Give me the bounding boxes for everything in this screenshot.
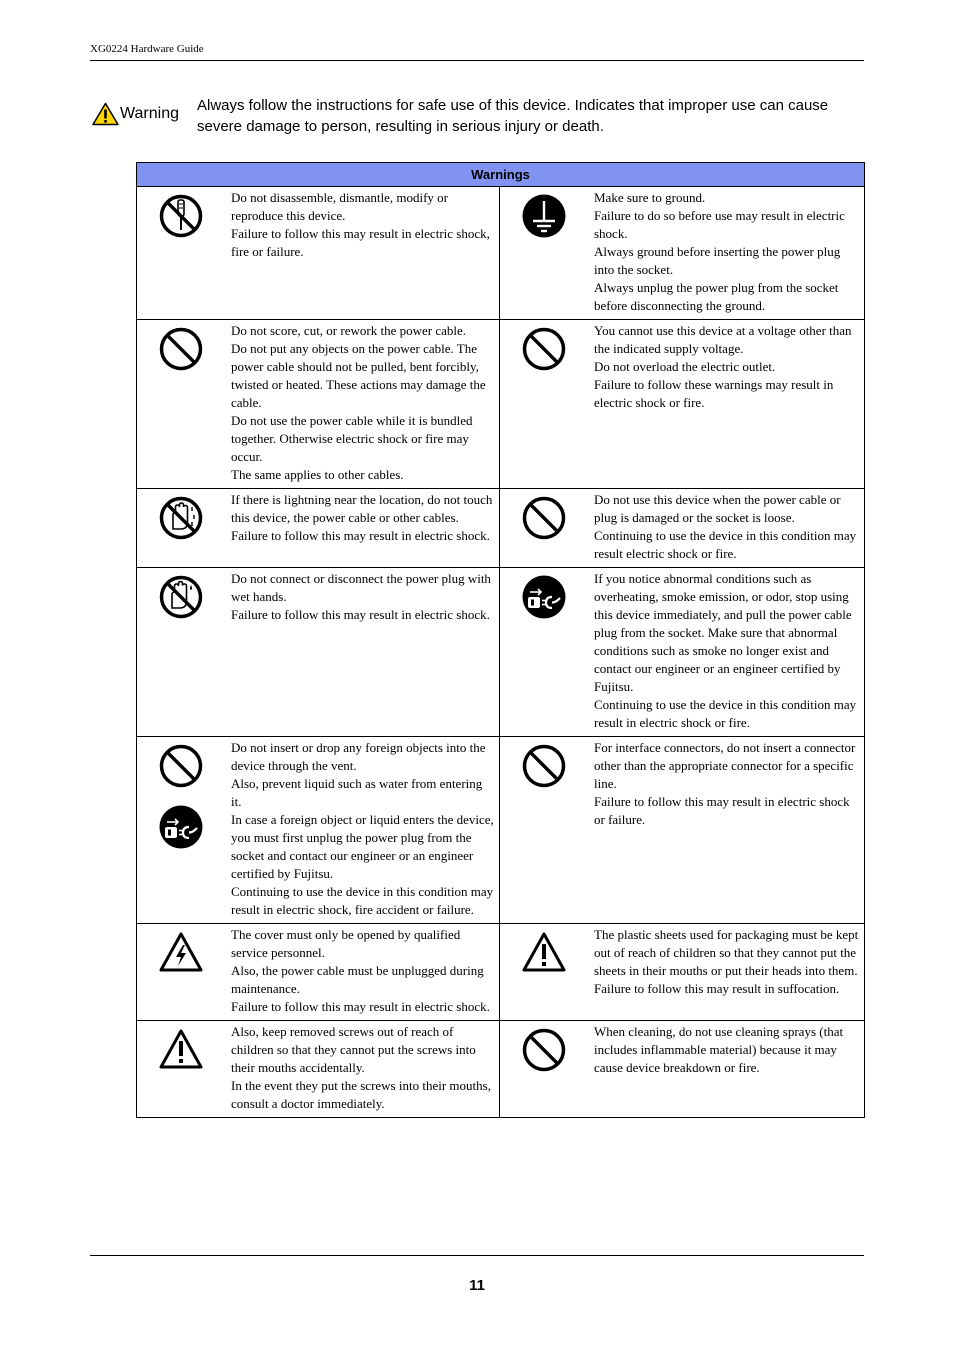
warning-line: Do not use the power cable while it is bundled together. Otherwise electric shock or fire may occur. xyxy=(231,413,473,464)
warning-line: Always unplug the power plug from the socket before disconnecting the ground. xyxy=(594,280,839,313)
warning-line: Failure to follow this may result in electric shock or failure. xyxy=(594,794,850,827)
warning-cell-right xyxy=(500,320,865,489)
warning-line: Do not use this device when the power cable or plug is damaged or the socket is loose. xyxy=(594,492,841,525)
prohibition-icon xyxy=(522,496,566,545)
warning-text xyxy=(588,320,864,416)
caution-icon xyxy=(522,931,566,980)
warning-cell-right xyxy=(500,489,865,568)
caution-icon xyxy=(159,1028,203,1077)
warning-icon-column xyxy=(500,1021,588,1081)
warning-line: When cleaning, do not use cleaning sprays (that includes inflammable material) because it may cause device breakdown or fire. xyxy=(594,1024,844,1075)
document-title: XG0224 Hardware Guide xyxy=(90,43,204,55)
warning-line: Do not insert or drop any foreign objects into the device through the vent. xyxy=(231,740,486,773)
table-row xyxy=(137,924,865,1021)
prohibition-icon xyxy=(522,327,566,376)
warning-line: Do not overload the electric outlet. xyxy=(594,359,776,374)
no-wet-hands-icon xyxy=(159,575,203,624)
warning-icon-column xyxy=(137,924,225,1020)
table-row xyxy=(137,320,865,489)
warning-cell-right xyxy=(500,1021,865,1118)
warning-line: Do not disassemble, dismantle, modify or reproduce this device. xyxy=(231,190,449,223)
warning-text xyxy=(588,737,864,833)
warning-line: Do not put any objects on the power cable. The power cable should not be pulled, bent forcibly, twisted or heated. These actions may damage the cable. xyxy=(231,341,486,410)
table-row xyxy=(137,737,865,924)
warning-icon-column xyxy=(137,1021,225,1117)
warning-line: In case a foreign object or liquid enters the device, you must first unplug the power plug from the socket and contact our engineer or an engineer certified by Fujitsu. xyxy=(231,812,494,881)
ground-icon xyxy=(522,194,566,243)
warning-icon-column xyxy=(137,320,225,488)
warning-cell-left xyxy=(137,568,500,737)
warning-triangle-icon xyxy=(92,102,119,126)
warning-icon-column xyxy=(137,737,225,923)
warning-line: Do not connect or disconnect the power plug with wet hands. xyxy=(231,571,491,604)
warning-line: Failure to follow this may result in electric shock. xyxy=(231,607,490,622)
warning-cell-right xyxy=(500,737,865,924)
warning-text xyxy=(225,737,499,923)
warning-line: Failure to follow this may result in electric shock, fire or failure. xyxy=(231,226,490,259)
page-number: 11 xyxy=(469,1277,485,1294)
prohibition-icon xyxy=(522,744,566,793)
warning-cell-left xyxy=(137,737,500,924)
warning-line: Also, keep removed screws out of reach of children so that they cannot put the screws into their mouths accidentally. xyxy=(231,1024,476,1075)
warning-text xyxy=(225,187,499,265)
warning-description: Always follow the instructions for safe use of this device. Indicates that improper use can cause severe damage to person, resulting in serious injury or death. xyxy=(197,97,829,135)
warning-line: The same applies to other cables. xyxy=(231,467,404,482)
warning-icon-column xyxy=(137,489,225,549)
warning-icon-column xyxy=(500,320,588,416)
warning-line: Continuing to use the device in this condition may result in electric shock, fire accident or failure. xyxy=(231,884,494,917)
warning-line: You cannot use this device at a voltage other than the indicated supply voltage. xyxy=(594,323,852,356)
warning-cell-left xyxy=(137,489,500,568)
warning-line: Also, the power cable must be unplugged during maintenance. xyxy=(231,963,484,996)
table-row xyxy=(137,568,865,737)
warning-line: Make sure to ground. xyxy=(594,190,706,205)
warning-line: In the event they put the screws into their mouths, consult a doctor immediately. xyxy=(231,1078,491,1111)
warning-icon-column xyxy=(137,568,225,628)
warning-line: Failure to follow these warnings may result in electric shock or fire. xyxy=(594,377,834,410)
warning-line: Also, prevent liquid such as water from entering it. xyxy=(231,776,483,809)
footer-divider xyxy=(90,1255,864,1256)
warning-text xyxy=(588,568,864,736)
electric-shock-warning-icon xyxy=(159,931,203,980)
warning-cell-right xyxy=(500,187,865,320)
warning-text xyxy=(588,924,864,1002)
warning-line: Continuing to use the device in this condition may result electric shock or fire. xyxy=(594,528,857,561)
warning-text xyxy=(225,320,499,488)
warning-text xyxy=(225,568,499,628)
unplug-icon xyxy=(159,805,203,854)
warning-line: The cover must only be opened by qualified service personnel. xyxy=(231,927,461,960)
warnings-table xyxy=(136,162,865,1118)
table-row xyxy=(137,187,865,320)
warning-text xyxy=(588,187,864,319)
warning-intro xyxy=(90,95,864,145)
warning-text xyxy=(588,1021,864,1081)
warning-icon-column xyxy=(500,187,588,319)
warning-text xyxy=(588,489,864,567)
prohibition-icon xyxy=(522,1028,566,1077)
warning-line: For interface connectors, do not insert a connector other than the appropriate connector for a specific line. xyxy=(594,740,856,791)
warning-icon-column xyxy=(500,924,588,1002)
warning-cell-right xyxy=(500,568,865,737)
warning-label xyxy=(92,102,179,126)
prohibition-icon xyxy=(159,744,203,793)
warning-cell-left xyxy=(137,924,500,1021)
page-header xyxy=(90,42,864,61)
unplug-icon xyxy=(522,575,566,624)
table-header-row xyxy=(137,163,865,187)
no-disassemble-icon xyxy=(159,194,203,243)
table-row xyxy=(137,1021,865,1118)
warning-cell-left xyxy=(137,187,500,320)
warning-line: Always ground before inserting the power plug into the socket. xyxy=(594,244,841,277)
no-touch-icon xyxy=(159,496,203,545)
warning-icon-column xyxy=(500,568,588,736)
table-title: Warnings xyxy=(137,163,865,187)
warning-line: The plastic sheets used for packaging must be kept out of reach of children so that they cannot put the sheets in their mouths or put their heads into them. xyxy=(594,927,859,978)
warning-line: If you notice abnormal conditions such as overheating, smoke emission, or odor, stop using this device immediately, and pull the power cable plug from the socket. Make sure that abnormal conditions such as smoke no longer exist and contact our engineer or an engineer certified by Fujitsu. xyxy=(594,571,852,694)
warning-line: Do not score, cut, or rework the power cable. xyxy=(231,323,466,338)
warning-text xyxy=(225,1021,499,1117)
warning-cell-right xyxy=(500,924,865,1021)
warning-line: Continuing to use the device in this condition may result in electric shock or fire. xyxy=(594,697,857,730)
warning-cell-left xyxy=(137,320,500,489)
warning-icon-column xyxy=(137,187,225,265)
table-row xyxy=(137,489,865,568)
warning-text xyxy=(225,924,499,1020)
warning-label-text: Warning xyxy=(120,105,179,122)
warning-cell-left xyxy=(137,1021,500,1118)
warning-line: Failure to follow this may result in suffocation. xyxy=(594,981,840,996)
warning-line: If there is lightning near the location, do not touch this device, the power cable or other cables. xyxy=(231,492,493,525)
warning-line: Failure to do so before use may result in electric shock. xyxy=(594,208,845,241)
warning-line: Failure to follow this may result in electric shock. xyxy=(231,999,490,1014)
warning-line: Failure to follow this may result in electric shock. xyxy=(231,528,490,543)
warning-text xyxy=(225,489,499,549)
warning-icon-column xyxy=(500,489,588,567)
prohibition-icon xyxy=(159,327,203,376)
warning-icon-column xyxy=(500,737,588,833)
